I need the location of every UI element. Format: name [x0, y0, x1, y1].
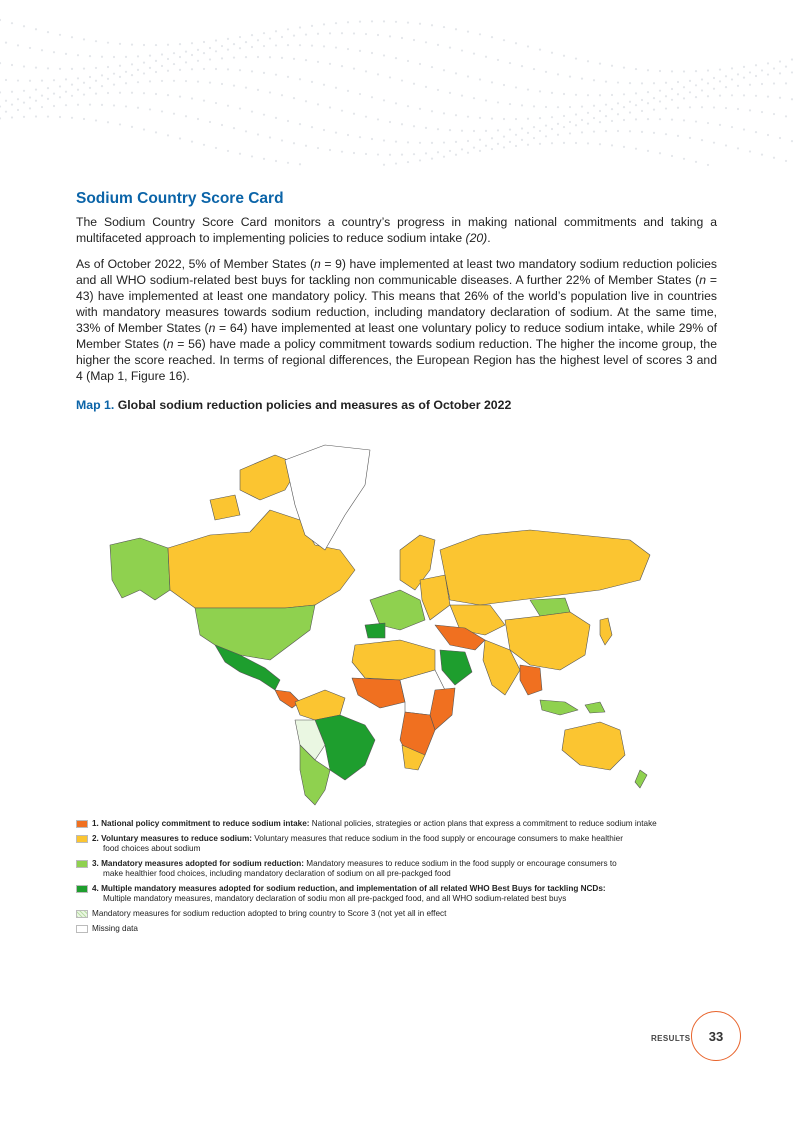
legend-item — [76, 819, 736, 829]
world-map — [100, 440, 660, 810]
italic-n: n — [166, 337, 174, 351]
map-region-eastern-europe — [420, 575, 450, 620]
legend-subtext: Multiple mandatory measures, mandatory declaration of sodiu mon all pre-packged food, and all WHO sodium-related best buys — [103, 894, 567, 903]
legend-swatch — [76, 860, 88, 868]
map-region-iberia — [365, 623, 385, 638]
map-region-arabia — [440, 650, 472, 685]
decorative-dot-wave — [0, 0, 793, 170]
main-content — [76, 190, 717, 412]
reference-citation: (20) — [465, 231, 488, 245]
paragraph-intro-text: The Sodium Country Score Card monitors a country’s progress in making national commitments and taking a multifaceted approach to implementing policies to reduce sodium intake — [76, 215, 717, 245]
italic-n: n — [314, 257, 321, 271]
map-legend — [76, 819, 736, 939]
legend-number: 1. — [92, 819, 102, 828]
legend-text: Mandatory measures for sodium reduction adopted to bring country to Score 3 (not yet all in effect — [92, 909, 447, 918]
map-caption — [76, 398, 717, 412]
map-region-japan — [600, 618, 612, 645]
paragraph-results — [76, 256, 717, 384]
legend-item — [76, 834, 736, 854]
footer-section-label: RESULTS — [651, 1034, 691, 1043]
legend-text: Missing data — [92, 924, 138, 933]
paragraph-intro-end: . — [487, 231, 491, 245]
paragraph-intro — [76, 214, 717, 246]
section-title: Sodium Country Score Card — [76, 190, 284, 207]
legend-text: Mandatory measures to reduce sodium in the food supply or encourage consumers to — [304, 859, 617, 868]
paragraph-results-text: = 64) have implemented at least one voluntary policy to reduce sodium intake, while 29% of Member States ( — [76, 321, 717, 351]
legend-heading: Voluntary measures to reduce sodium: — [101, 834, 253, 843]
paragraph-results-text: As of October 2022, 5% of Member States ( — [76, 257, 315, 271]
map-region-west-africa — [352, 678, 405, 708]
map-region-usa — [195, 605, 315, 660]
map-region-new-zealand — [635, 770, 647, 788]
paragraph-results-text: = 43) have implemented at least one mandatory policy. This means that 26% of the world’s population live in countries with mandatory measures towards sodium reduction, including mandatory declaration of sodium. At the same time, 33% of Member States ( — [76, 273, 717, 335]
legend-swatch — [76, 925, 88, 933]
legend-text: Voluntary measures that reduce sodium in the food supply or encourage consumers to make healthier — [252, 834, 623, 843]
legend-heading: National policy commitment to reduce sodium intake: — [101, 819, 310, 828]
legend-item — [76, 859, 736, 879]
legend-swatch — [76, 820, 88, 828]
legend-swatch — [76, 835, 88, 843]
legend-swatch — [76, 885, 88, 893]
legend-subtext: food choices about sodium — [103, 844, 201, 853]
paragraph-results-text: = 56) have made a policy commitment towards sodium reduction. The higher the income group, the higher the score reached. In terms of regional differences, the European Region has the highest level of scores 3 and 4 (Map 1, Figure 16). — [76, 337, 717, 383]
legend-item — [76, 909, 736, 919]
map-region-southeast-asia — [520, 665, 542, 695]
map-region-china — [505, 612, 590, 670]
map-region-indonesia — [540, 700, 605, 715]
legend-item — [76, 884, 736, 904]
legend-number: 2. — [92, 834, 102, 843]
legend-text: National policies, strategies or action plans that express a commitment to reduce sodium intake — [309, 819, 657, 828]
italic-n: n — [208, 321, 216, 335]
legend-number: 3. — [92, 859, 102, 868]
map-region-alaska — [110, 538, 170, 600]
legend-item — [76, 924, 736, 934]
paragraph-results-text: = 9) have implemented at least two mandatory sodium reduction policies and all WHO sodium-related best buys for tackling non communicable diseases. A further 22% of Member States ( — [76, 257, 717, 287]
map-region-russia — [440, 530, 650, 605]
legend-subtext: make healthier food choices, including mandatory declaration of sodium on all pre-packged food — [103, 869, 451, 878]
legend-swatch — [76, 910, 88, 918]
page-number: 33 — [691, 1011, 741, 1061]
map-region-australia — [562, 722, 625, 770]
map-caption-label: Map 1. — [76, 398, 115, 412]
legend-heading: Multiple mandatory measures adopted for sodium reduction, and implementation of all related WHO Best Buys for tackling NCDs: — [101, 884, 606, 893]
map-caption-title: Global sodium reduction policies and measures as of October 2022 — [114, 398, 512, 412]
legend-number: 4. — [92, 884, 102, 893]
italic-n: n — [699, 273, 706, 287]
legend-heading: Mandatory measures adopted for sodium reduction: — [101, 859, 305, 868]
